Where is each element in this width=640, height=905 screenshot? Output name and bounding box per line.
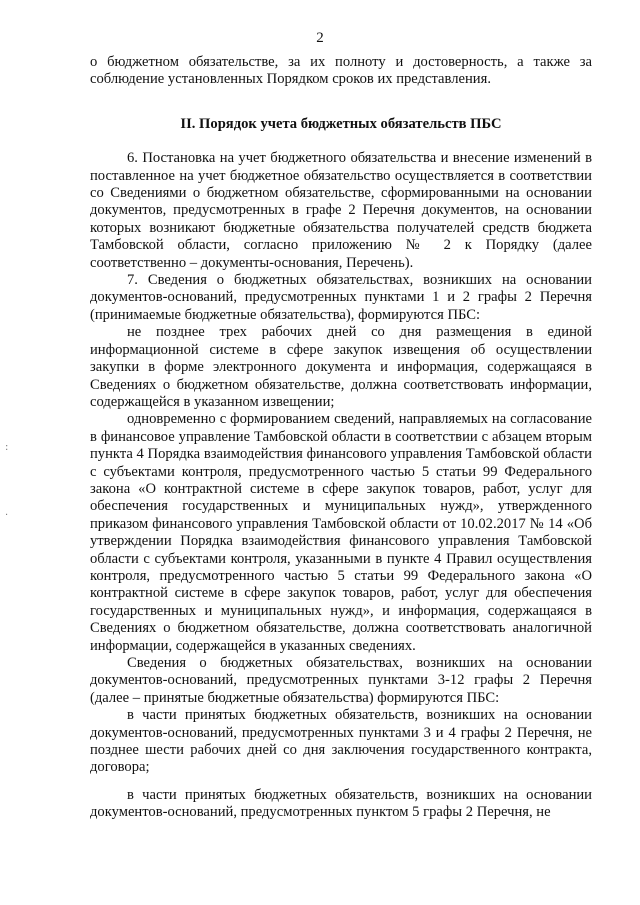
paragraph-items-3-4: в части принятых бюджетных обязательств, возникших на основании документов-оснований, предусмотренных пунктами 3 и 4 графы 2 Перечня, не позднее шести рабочих дней со дня заключения государственного контракта, договора; [90, 707, 592, 776]
page-number: 2 [316, 30, 324, 46]
paragraph-item-6: 6. Постановка на учет бюджетного обязательства и внесение изменений в поставленное на учет бюджетное обязательство осуществляется в соответствии со Сведениями о бюджетном обязательстве, сформированными на основании документов, предусмотренных в графе 2 Перечня документов, на основании которых возникают бюджетные обязательства получателей средств бюджета Тамбовской области, согласно приложению № 2 к Порядку (далее соответственно – документы-основания, Перечень). [90, 150, 592, 271]
scan-margin-mark: : [5, 442, 9, 453]
section-heading: II. Порядок учета бюджетных обязательств ПБС [180, 115, 502, 132]
paragraph-accepted-obligations: Сведения о бюджетных обязательствах, возникших на основании документов-оснований, предусмотренных пунктами 3-12 графы 2 Перечня (далее – принятые бюджетные обязательства) формируются ПБС: [90, 655, 592, 706]
paragraph-continuation: о бюджетном обязательстве, за их полноту и достоверность, а также за соблюдение установленных Порядком сроков их представления. [90, 54, 592, 88]
document-body [90, 54, 592, 822]
paragraph-item-5: в части принятых бюджетных обязательств, возникших на основании документов-оснований, предусмотренных пунктом 5 графы 2 Перечня, не [90, 786, 592, 821]
paragraph-simultaneous: одновременно с формированием сведений, направляемых на согласование в финансовое управление Тамбовской области в соответствии с абзацем вторым пункта 4 Порядка взаимодействия финансового управления Тамбовской области с субъектами контроля, предусмотренного частью 5 статьи 99 Федерального закона «О контрактной системе в сфере закупок товаров, работ, услуг для обеспечения государственных и муниципальных нужд», утвержденного приказом финансового управления Тамбовской области от 10.02.2017 № 14 «Об утверждении Порядка взаимодействия финансового управления Тамбовской области с субъектами контроля, указанными в пункте 4 Правил осуществления контроля, предусмотренного частью 5 статьи 99 Федерального закона «О контрактной системе в сфере закупок товаров, работ, услуг для обеспечения государственных и муниципальных нужд», и информация, содержащаяся в Сведениях о бюджетном обязательстве, должна соответствовать аналогичной информации, содержащейся в указанных сведениях. [90, 411, 592, 654]
paragraph-item-7: 7. Сведения о бюджетных обязательствах, возникших на основании документов-оснований, предусмотренных пунктами 1 и 2 графы 2 Перечня (принимаемые бюджетные обязательства), формируются ПБС: [90, 272, 592, 323]
paragraph-deadline-placement: не позднее трех рабочих дней со дня размещения в единой информационной системе в сфере закупок извещения об осуществлении закупки в форме электронного документа и информация, содержащаяся в Сведениях о бюджетном обязательстве, должна соответствовать информации, содержащейся в указанном извещении; [90, 324, 592, 410]
scan-margin-mark: · [5, 510, 9, 521]
